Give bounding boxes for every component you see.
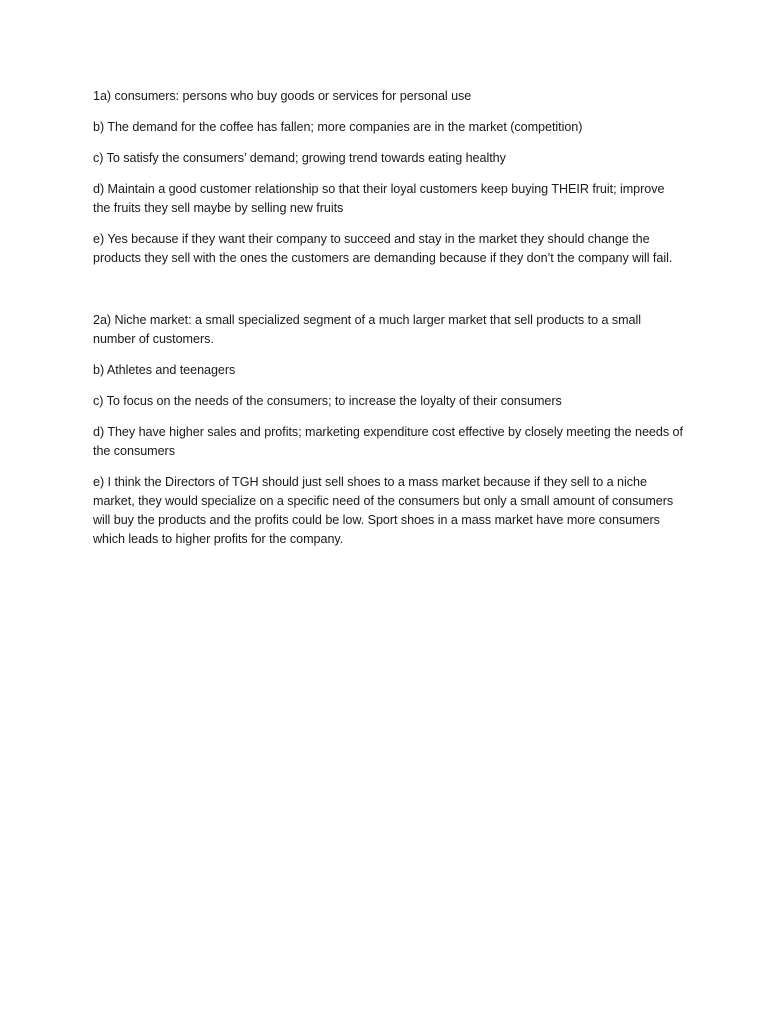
answer-1a: 1a) consumers: persons who buy goods or services for personal use	[93, 89, 472, 103]
answer-1d: d) Maintain a good customer relationship so that their loyal customers keep buying THEIR fruit; improve the fruits they sell maybe by selling new fruits	[93, 182, 665, 215]
section-2	[93, 311, 683, 549]
answer-1b: b) The demand for the coffee has fallen; more companies are in the market (competition)	[93, 120, 583, 134]
answer-2d: d) They have higher sales and profits; marketing expenditure cost effective by closely meeting the needs of the consumers	[93, 425, 683, 458]
answer-1c: c) To satisfy the consumers’ demand; growing trend towards eating healthy	[93, 151, 506, 165]
answer-2e: e) I think the Directors of TGH should just sell shoes to a mass market because if they sell to a niche market, they would specialize on a specific need of the consumers but only a small amount of consumers will buy the products and the profits could be low. Sport shoes in a mass market have more consumers which leads to higher profits for the company.	[93, 475, 674, 546]
section-1	[93, 87, 683, 268]
answer-2b: b) Athletes and teenagers	[93, 363, 236, 377]
answer-2a: 2a) Niche market: a small specialized segment of a much larger market that sell products to a small number of customers.	[93, 313, 642, 346]
answer-1e: e) Yes because if they want their company to succeed and stay in the market they should change the products they sell with the ones the customers are demanding because if they don’t the company will fail.	[93, 232, 673, 265]
answer-2c: c) To focus on the needs of the consumers; to increase the loyalty of their consumers	[93, 394, 562, 408]
document-page	[93, 87, 683, 561]
section-spacer	[93, 280, 683, 311]
